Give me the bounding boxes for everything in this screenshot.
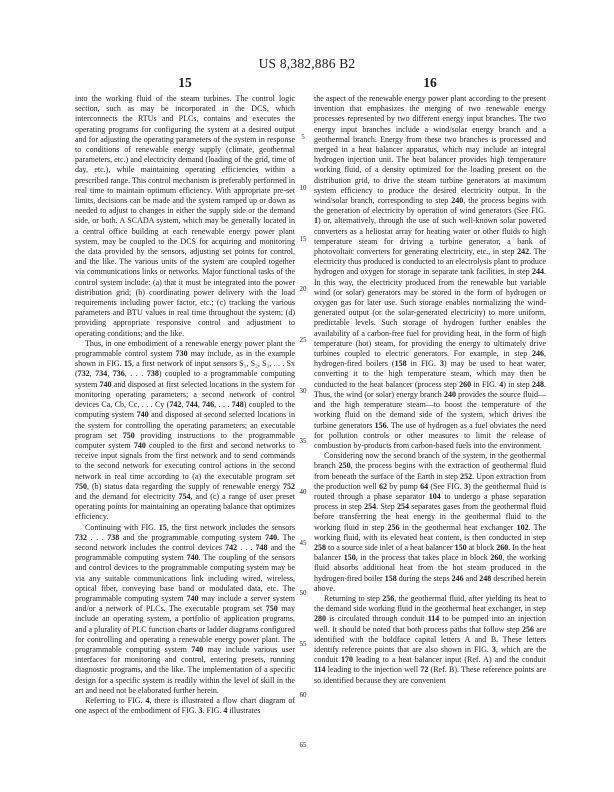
line-number: 65 bbox=[299, 741, 307, 749]
line-number: 35 bbox=[299, 437, 307, 445]
line-number: 25 bbox=[299, 336, 307, 344]
patent-paragraph: Considering now the second branch of the system, in the geothermal branch 250, the process begins with the extraction of geothermal fluid from beneath the surface of the Earth in step 252. Upon extraction from the production well 62 by pump 64 (See FIG. 3) the geothermal fluid is routed through a phase separator 104 to undergo a phase separation process in step 254. Step 254 separates gases from the geothermal fluid before transferring the heat energy in the geothermal fluid to the working fluid in step 256 in the geothermal heat exchanger 102. The working fluid, with its elevated heat content, is then conducted in step 258 to a source side inlet of a heat balancer 150 at block 260. In the heat balancer 150, in the process that takes place in block 260, the working fluid absorbs additional heat from the hot steam produced in the hydrogen-fired boiler 158 during the steps 246 and 248 described herein above. bbox=[314, 451, 547, 593]
column-number-right: 16 bbox=[423, 75, 437, 90]
patent-paragraph: the aspect of the renewable energy power plant according to the present invention that emphasizes the merging of two renewable energy processes represented by two different energy input branches. The two energy input branches include a wind/solar energy branch and a geothermal branch. Energy from these two branches is processed and merged in a heat balancer apparatus, which may include an integral hydrogen injection unit. The heat balancer provides high temperature working fluid, of a density optimized for the loading present on the distribution grid, to drive the steam turbine generators at maximum system efficiency to produce the desired electricity output. In the wind/solar branch, corresponding to step 240, the process begins with the generation of electricity by operation of wind generators (See FIG. 1) or, alternatively, through the use of such well-known solar powered converters as a heliostat array for heating water or other fluids to high temperature steam for driving a turbine generator, a bank of photovoltaic converters for generating electricity, etc., in step 242. The electricity thus produced is conducted to an electrolysis plant to produce hydrogen and oxygen for storage in separate tank facilities, in step 244. In this way, the electricity produced from the renewable but variable wind (or solar) generators may be stored in the form of hydrogen or oxygen gas for later use. Such storage enables normalizing the wind-generated output (or the solar-generated electricity) to more uniform, predictable levels. Such storage of hydrogen further enables the availability of a carbon-free fuel for providing heat, in the form of high temperature (hot) steam, for providing the energy to ultimately drive turbines coupled to electric generators. For example, in step 246, hydrogen-fired boilers (158 in FIG. 3) may be used to heat water, converting it to the high temperature steam, which may then be conducted to the heat balancer (process step 260 in FIG. 4) in step 248. Thus, the wind (or solar) energy branch 240 provides the source fluid—and the high temperature steam—to boost the temperature of the working fluid on the demand side of the system, which drives the turbine generators 156. The use of hydrogen as a fuel obviates the need for pollution controls or other measures to limit the release of combustion by-products from carbon-based fuels into the environment. bbox=[314, 94, 547, 450]
line-number: 50 bbox=[299, 589, 307, 597]
line-number: 60 bbox=[299, 691, 307, 699]
line-number: 15 bbox=[299, 235, 307, 243]
patent-paragraph: Referring to FIG. 4, there is illustrated a flow chart diagram of one aspect of the embodiment of FIG. 3. FIG. 4 illustrates bbox=[75, 695, 295, 716]
patent-number-header: US 8,382,886 B2 bbox=[258, 56, 356, 71]
patent-paragraph: into the working fluid of the steam turbines. The control logic section, such as may be incorporated in the DCS, which interconnects the RTUs and PLCs, contains and executes the operating programs for configuring the system at a desired output and for adjusting the operating parameters of the system in response to conditions of renewable energy supply (climate, geothermal parameters, etc.) and electricity demand (loading of the grid, time of day, etc.), while maintaining operating efficiencies within a prescribed range. This control mechanism is preferably performed in real time to maintain optimum efficiency. With appropriate pre-set limits, decisions can be made and the system ramped up or down as needed to adjust to changes in either the supply side or the demand side, or both. A SCADA system, which may be generally located in a central office building at each renewable energy power plant system, may be coupled to the DCS for acquiring and monitoring the data provided by the sensors, adjusting set points for control, and the like. The various units of the system are coupled together via communications links or networks. Major functional tasks of the control system include: (a) that it must be integrated into the power distribution grid; (b) coordinating power delivery with the load requirements including power factor, etc.; (c) tracking the various parameters and BTU values in real time throughout the system; (d) providing appropriate responsive control and adjustment to operating conditions; and the like. bbox=[75, 94, 295, 338]
column-number-left: 15 bbox=[178, 75, 192, 90]
gutter-line-numbers bbox=[294, 0, 312, 792]
line-number: 5 bbox=[301, 133, 305, 141]
patent-paragraph: Thus, in one embodiment of a renewable energy power plant the programmable control system 730 may include, as in the example shown in FIG. 15, a first network of input sensors S₁, S₂, S₃, . . . Sx (732, 734, 736, . . . 738) coupled to a programmable computing system 740 and disposed at first selected locations in the system for monitoring operating parameters; a second network of control devices Ca, Cb, Cc, . . . Cy (742, 744, 746, . . . 748) coupled to the computing system 740 and disposed at second selected locations in the system for controlling the operating parameters; an executable program set 750 providing instructions to the programmable computer system 740 coupled to the first and second networks to receive input signals from the first network and to send commands to the second network for executing control actions in the second network in real time according to (a) the executable program set 750, (b) status data regarding the supply of renewable energy 752 and the demand for electricity 754, and (c) a range of user preset operating points for maintaining an operating balance that optimizes efficiency. bbox=[75, 338, 296, 522]
line-number: 45 bbox=[299, 539, 307, 547]
line-number: 10 bbox=[299, 184, 307, 192]
patent-paragraph: Returning to step 256, the geothermal fluid, after yielding its heat to the demand side working fluid in the geothermal heat exchanger, in step 280 is circulated through conduit 114 to be pumped into an injection well. It should be noted that both process paths that follow step 256 are identified with the boldface capital letters A and B. These letters identify reference points that are also shown in FIG. 3, which are the conduit 170 leading to a heat balancer input (Ref. A) and the conduit 114 leading to the injection well 72 (Ref. B). These reference points are so identified because they are convenient bbox=[314, 593, 547, 685]
patent-paragraph: Continuing with FIG. 15, the first network includes the sensors 732 . . . 738 and the programmable computing system 740. The second network includes the control devices 742 . . . 748 and the programmable computing system 740. The coupling of the sensors and control devices to the programmable computing system may be via any suitable communications link including wired, wireless, optical fiber, conveying base band or modulated data, etc. The programmable computing system 740 may include a server system and/or a network of PLCs. The executable program set 750 may include an operating system, a portfolio of application programs, and a plurality of PLC function charts or ladder diagrams configured for controlling and operating a renewable energy power plant. The programmable computing system 740 may include various user interfaces for monitoring and control, entering presets, running diagnostic programs, and the like. The implementation of a specific design for a specific system is readily within the level of skill in the art and need not be elaborated further herein. bbox=[75, 522, 296, 695]
line-number: 30 bbox=[299, 387, 307, 395]
line-number: 40 bbox=[299, 488, 307, 496]
column-16-text bbox=[314, 94, 546, 686]
column-15-text bbox=[75, 94, 295, 716]
line-number: 20 bbox=[299, 285, 307, 293]
line-number: 55 bbox=[299, 640, 307, 648]
